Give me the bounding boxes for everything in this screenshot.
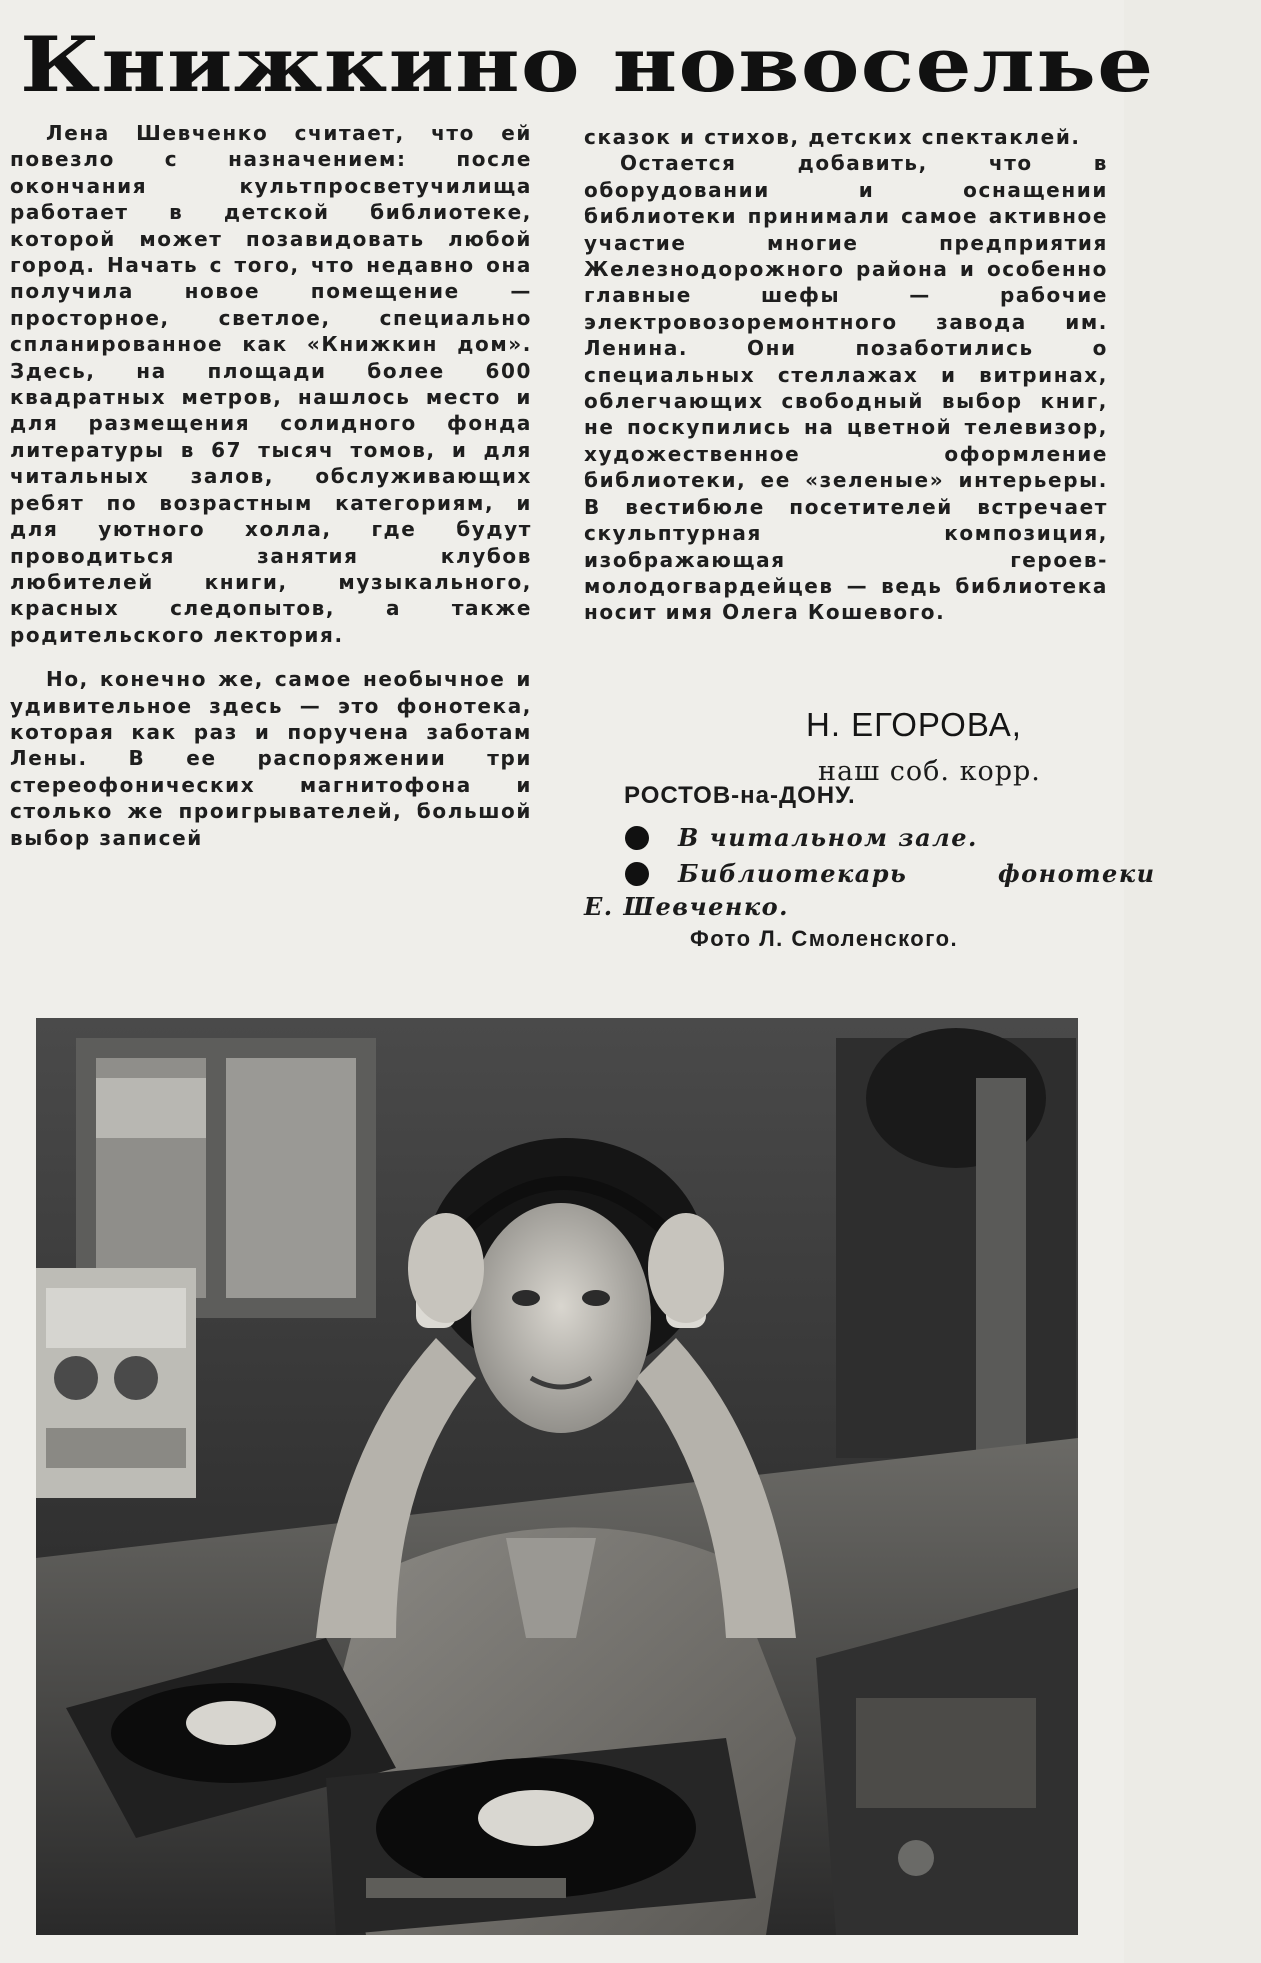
article-column-right [584,124,1108,626]
photo-caption-1: В читальном зале. [678,823,978,852]
photo-caption-2-part-3: Е. Шевченко. [584,892,789,921]
bullet-icon [625,862,649,886]
paragraph-phonotheque: Но, конечно же, самое необычное и удивительное здесь — это фонотека, которая как раз и поручена заботам Лены. В ее распоряжении три стереофонических магнитофона и столько же проигрывателей, большой выбор записей [10,667,532,850]
paragraph-sponsors: Остается добавить, что в оборудовании и оснащении библиотеки принимали самое активное участие многие предприятия Железнодорожного района и особенно главные шефы — рабочие электровозоремонтного завода им. Ленина. Они позаботились о специальных стеллажах и витринах, облегчающих свободный выбор книг, не поскупились на цветной телевизор, художественное оформление библиотеки, ее «зеленые» интерьеры. В вестибюле посетителей встречает скульптурная композиция, изображающая героев-молодогвардейцев — ведь библиотека носит имя Олега Кошевого. [584,151,1108,625]
bullet-icon [625,826,649,850]
article-headline: Книжкино новоселье [20,20,1155,109]
dateline-city: РОСТОВ-на-ДОНУ. [624,782,856,809]
author-name: Н. ЕГОРОВА, [806,706,1022,743]
photo-caption-2-part-2: фонотеки [998,859,1156,888]
photo-illustration [36,1018,1078,1935]
paragraph-intro: Лена Шевченко считает, что ей повезло с назначением: после окончания культпросветучилища работает в детской библиотеке, которой может позавидовать любой город. Начать с того, что недавно она получила новое помещение — просторное, светлое, специально спланированное как «Книжкин дом». Здесь, на площади более 600 квадратных метров, нашлось место и для размещения солидного фонда литературы в 67 тысяч томов, и для читальных залов, обслуживающих ребят по возрастным категориям, и для уютного холла, где будут проводиться занятия клубов любителей книги, музыкального, красных следопытов, а также родительского лектория. [10,121,532,647]
photo-credit: Фото Л. Смоленского. [690,926,959,951]
author-role: наш соб. корр. [818,756,1041,787]
article-photo [36,1018,1078,1935]
photo-caption-2-part-1: Библиотекарь [678,859,908,888]
paragraph-continued: сказок и стихов, детских спектаклей. [584,125,1081,149]
article-column-left [10,120,532,851]
